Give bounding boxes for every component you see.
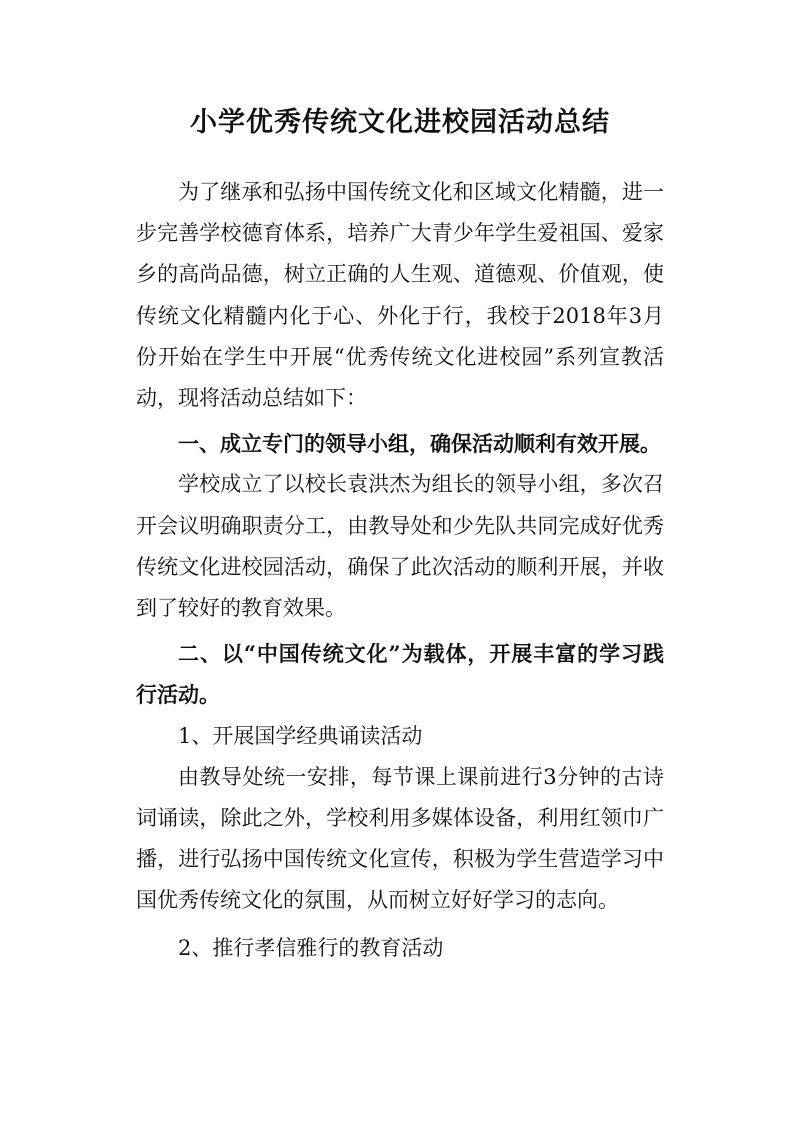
- section-heading-2: 二、以“中国传统文化”为载体，开展丰富的学习践行活动。: [136, 641, 664, 708]
- section-heading-1: 一、成立专门的领导小组，确保活动顺利有效开展。: [178, 431, 661, 457]
- subsection-1-paragraph: 由教导处统一安排，每节课上课前进行3分钟的古诗词诵读，除此之外，学校利用多媒体设备，利用红领巾广播，进行弘扬中国传统文化宣传，积极为学生营造学习中国优秀传统文化的氛围，从而树立好好学习的志向。: [136, 764, 664, 913]
- document-title: 小学优秀传统文化进校园活动总结: [190, 107, 610, 138]
- subsection-heading-2: 2、推行孝信雅行的教育活动: [178, 935, 444, 960]
- section-1-paragraph: 学校成立了以校长袁洪杰为组长的领导小组，多次召开会议明确职责分工，由教导处和少先队共同完成好优秀传统文化进校园活动，确保了此次活动的顺利开展，并收到了较好的教育效果。: [136, 472, 664, 621]
- subsection-heading-1: 1、开展国学经典诵读活动: [178, 723, 423, 748]
- intro-paragraph: 为了继承和弘扬中国传统文化和区域文化精髓，进一步完善学校德育体系，培养广大青少年学生爱祖国、爱家乡的高尚品德，树立正确的人生观、道德观、价值观，使传统文化精髓内化于心、外化于行，我校于2018年3月份开始在学生中开展“优秀传统文化进校园”系列宣教活动，现将活动总结如下：: [136, 180, 664, 411]
- document-body: [136, 172, 664, 969]
